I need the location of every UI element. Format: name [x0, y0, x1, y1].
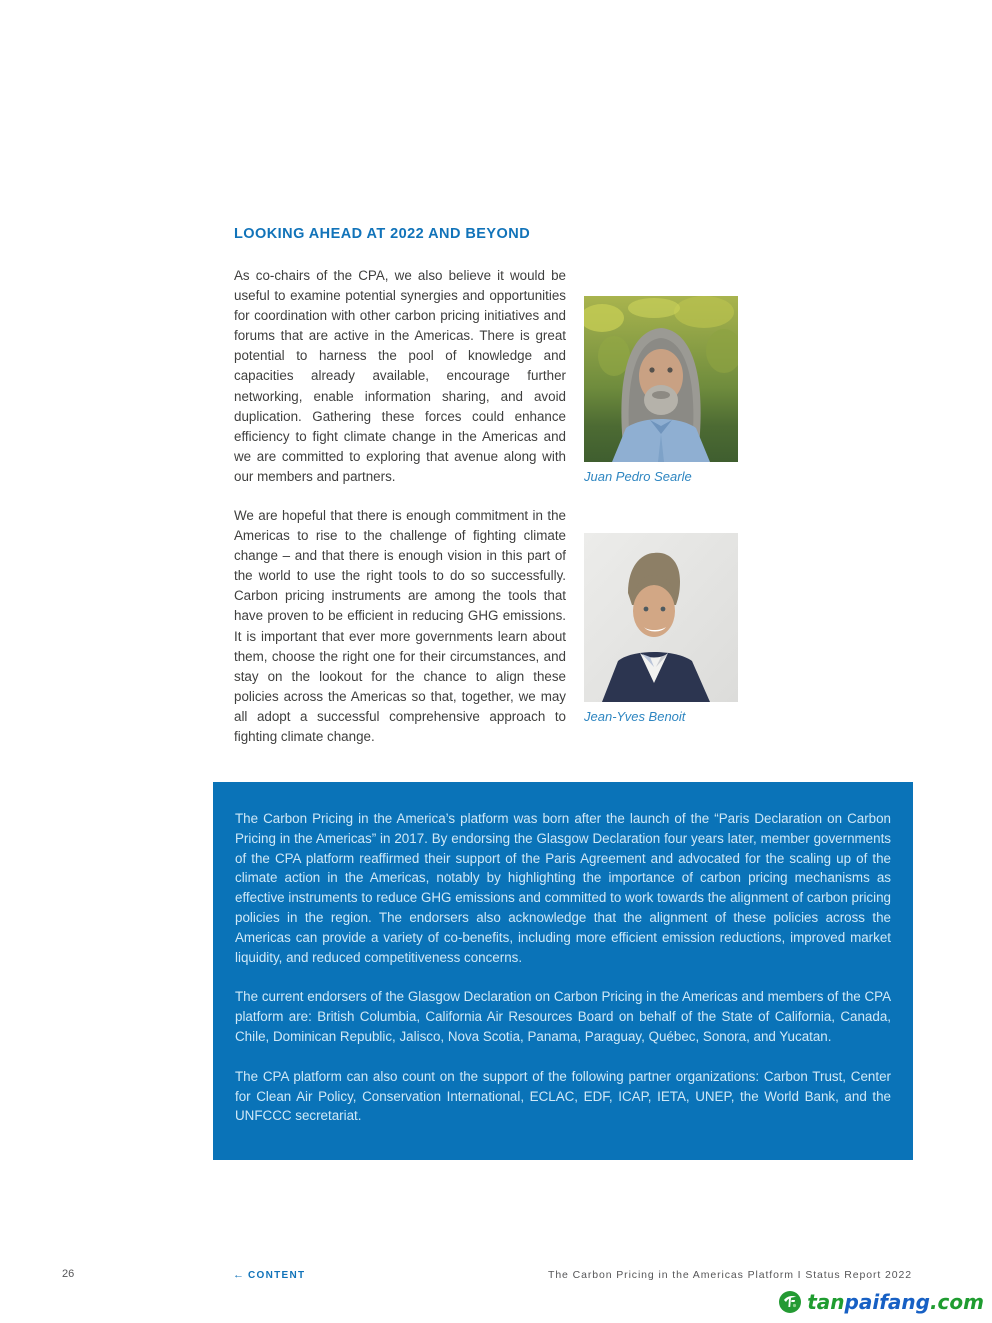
content-link[interactable]	[233, 1269, 305, 1281]
watermark-text-tan: tan	[807, 1290, 845, 1314]
watermark-text-paifang: paifang	[844, 1290, 930, 1314]
photo-caption-jean-yves-benoit: Jean-Yves Benoit	[584, 709, 686, 724]
callout-paragraph-3: The CPA platform can also count on the support of the following partner organizations: Carbon Trust, Center for Clean Air Policy, Conservation International, ECLAC, EDF, ICAP, IETA, UNEP, the World Bank, and the UNFCCC secretariat.	[235, 1068, 891, 1124]
callout-paragraph-2: The current endorsers of the Glasgow Declaration on Carbon Pricing in the Americas and members of the CPA platform are: British Columbia, California Air Resources Board on behalf of the State of California, Canada, Chile, Dominican Republic, Jalisco, Nova Scotia, Panama, Paraguay, Québec, Sonora, and Yucatan.	[235, 989, 891, 1044]
back-arrow-icon: ←	[233, 1269, 244, 1281]
page-number: 26	[62, 1268, 75, 1280]
content-link-label: CONTENT	[248, 1270, 306, 1281]
footer-report-title: The Carbon Pricing in the Americas Platform I Status Report 2022	[548, 1269, 912, 1281]
watermark-text-com: .com	[929, 1290, 984, 1314]
body-paragraph-2: We are hopeful that there is enough commitment in the Americas to rise to the challenge of fighting climate change – and that there is enough vision in this part of the world to use the right tools to do so successfully. Carbon pricing instruments are among the tools that have proven to be efficient in reducing GHG emissions. It is important that ever more governments learn about them, choose the right one for their circumstances, and stay on the lookout for the chance to align these policies across the Americas so that, together, we may all adopt a successful comprehensive approach to fighting climate change.	[234, 508, 566, 745]
body-paragraph-1: As co-chairs of the CPA, we also believe it would be useful to examine potential synergies and opportunities for coordination with other carbon pricing initiatives and forums that are active in the Americas. There is great potential to harness the pool of knowledge and capacities already available, encourage further networking, enable information sharing, and avoid duplication. Gathering these forces could enhance efficiency to fight climate change in the Americas and we are committed to exploring that avenue along with our members and partners.	[234, 268, 566, 484]
section-heading: LOOKING AHEAD AT 2022 AND BEYOND	[234, 226, 531, 242]
tanpaifang-logo-icon	[778, 1290, 802, 1314]
photo-caption-juan-pedro-searle: Juan Pedro Searle	[584, 469, 692, 484]
tanpaifang-watermark	[778, 1290, 984, 1314]
highlight-box	[213, 782, 913, 1160]
portrait-photo-juan-pedro-searle	[584, 296, 738, 462]
portrait-photo-jean-yves-benoit	[584, 533, 738, 702]
photo-figure-jean-yves-benoit	[584, 533, 738, 724]
photo-figure-juan-pedro-searle	[584, 296, 738, 484]
callout-paragraph-1: The Carbon Pricing in the America’s platform was born after the launch of the “Paris Declaration on Carbon Pricing in the Americas” in 2017. By endorsing the Glasgow Declaration four years later, member governments of the CPA platform reaffirmed their support of the Paris Agreement and advocated for the scaling up of the climate action in the Americas, notably by highlighting the importance of carbon pricing mechanisms as effective instruments to reduce GHG emissions and committed to work towards the alignment of carbon pricing policies in the region. The endorsers also acknowledge that the alignment of these policies across the Americas can provide a variety of co-benefits, including more efficient emission reductions, improved market liquidity, and reduced competitiveness concerns.	[235, 811, 891, 965]
